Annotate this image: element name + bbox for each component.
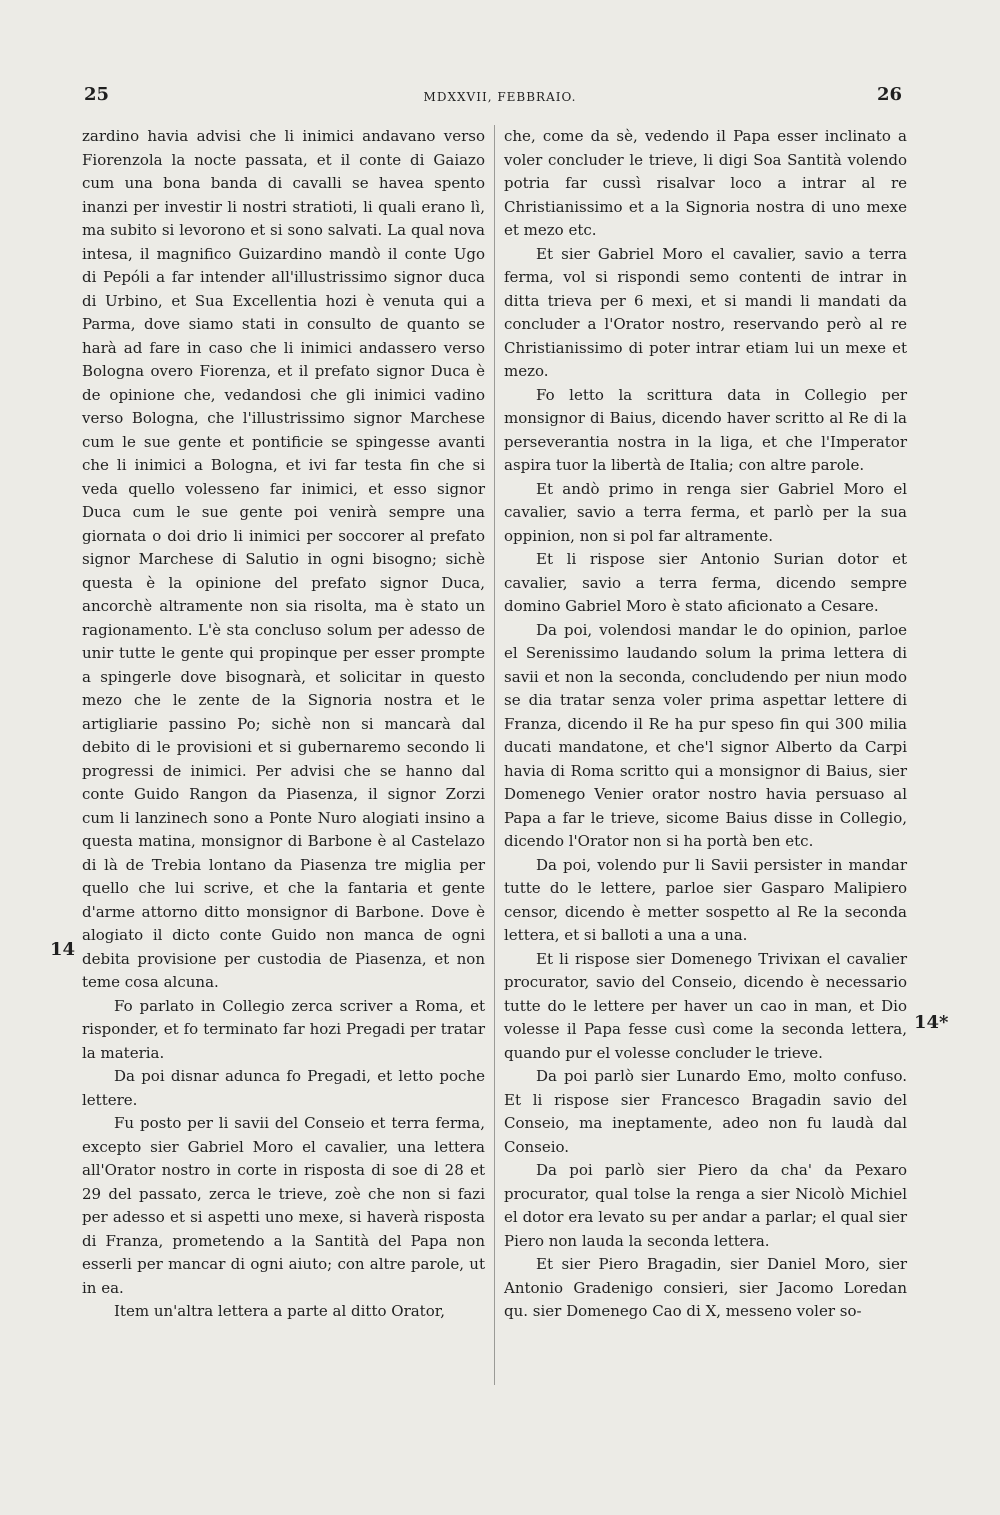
paragraph: Da poi parlò sier Piero da cha' da Pexaro procurator, qual tolse la renga a sier Nicolò Michiel el dotor era levato su per andar a parlar; el qual sier Piero non lauda la seconda lettera.: [504, 1161, 907, 1250]
paragraph: Et sier Gabriel Moro el cavalier, savio a terra ferma, vol si rispondi semo contenti de intrar in ditta trieva per 6 mexi, et si mandi li mandati da concluder a l'Orator nostro, reservando però al re Christianissimo di poter intrar etiam lui un mexe et mezo.: [504, 244, 907, 380]
left-margin-mark: 14: [50, 939, 76, 960]
right-column: [504, 125, 907, 1324]
paragraph: che, come da sè, vedendo il Papa esser inclinato a voler concluder le trieve, li digi Soa Santità volendo potria far cussì risalvar loco a intrar al re Christianissimo et a la Signoria nostra di uno mexe et mezo etc.: [504, 127, 907, 239]
paragraph: Et sier Piero Bragadin, sier Daniel Moro, sier Antonio Gradenigo consieri, sier Jacomo Loredan qu. sier Domenego Cao di X, messeno voler so-: [504, 1255, 907, 1320]
paragraph: Et andò primo in renga sier Gabriel Moro el cavalier, savio a terra ferma, et parlò per la sua oppinion, non si pol far altramente.: [504, 479, 907, 545]
right-margin-mark: 14*: [914, 1012, 949, 1033]
running-title: MDXXVII, FEBBRAIO.: [423, 90, 577, 104]
paragraph: Fo parlato in Collegio zerca scriver a Roma, et risponder, et fo terminato far hozi Pregadi per tratar la materia.: [82, 996, 485, 1062]
right-page-number: 26: [876, 84, 902, 105]
left-column: [82, 125, 485, 1324]
paragraph: Da poi, volendo pur li Savii persister in mandar tutte do le lettere, parloe sier Gasparo Malipiero censor, dicendo è metter sospetto al Re la seconda lettera, et si balloti a una a una.: [504, 855, 907, 944]
paragraph: Fu posto per li savii del Conseio et terra ferma, excepto sier Gabriel Moro el cavalier, una lettera all'Orator nostro in corte in risposta di soe di 28 et 29 del passato, zerca le trieve, zoè che non si fazi per adesso et si aspetti uno mexe, si haverà risposta di Franza, prometendo a la Santità del Papa non esserli per mancar di ogni aiuto; con altre parole, ut in ea.: [82, 1114, 485, 1297]
paragraph: Item un'altra lettera a parte al ditto Orator,: [114, 1302, 446, 1320]
paragraph: zardino havia advisi che li inimici andavano verso Fiorenzola la nocte passata, et il conte di Gaiazo cum una bona banda di cavalli se havea spento inanzi per investir li nostri stratioti, li quali erano lì, ma subito si levorono et si sono salvati. La qual nova intesa, il magnifico Guizardino mandò il conte Ugo di Pepóli a far intender all'illustrissimo signor duca di Urbino, et Sua Excellentia hozi è venuta qui a Parma, dove siamo stati in consulto de quanto se harà ad fare in caso che li inimici andassero verso Bologna overo Fiorenza, et il prefato signor Duca è de opinione che, vedandosi che gli inimici vadino verso Bologna, che l'illustrissimo signor Marchese cum le sue gente et pontificie se spingesse avanti che li inimici a Bologna, et ivi far testa fin che si veda quello volesseno far inimici, et esso signor Duca cum le sue gente poi venirà sempre una giornata o doi drio li inimici per soccorer al prefato signor Marchese di Salutio in ogni bisogno; sichè questa è la opinione del prefato signor Duca, ancorchè altramente non sia risolta, ma è stato un ragionamento. L'è sta concluso solum per adesso de unir tutte le gente qui propinque per esser prompte a spingerle dove bisognarà, et solicitar in questo mezo che le zente de la Signoria nostra et le artigliarie passino Po; sichè non si mancarà dal debito di le provisioni et si gubernaremo secondo li progressi de inimici. Per advisi che se hanno dal conte Guido Rangon da Piasenza, il signor Zorzi cum li lanzinech sono a Ponte Nuro alogiati insino a questa matina, monsignor di Barbone è al Castelazo di là de Trebia lontano da Piasenza tre miglia per quello che lui scrive, et che la fantaria et gente d'arme attorno ditto monsignor di Barbone. Dove è alogiato il dicto conte Guido non manca de ogni debita provisione per custodia de Piasenza, et non teme cosa alcuna.: [82, 127, 485, 991]
paragraph: Fo letto la scrittura data in Collegio per monsignor di Baius, dicendo haver scritto al Re di la perseverantia nostra in la liga, et che l'Imperator aspira tuor la libertà de Italia; con altre parole.: [504, 385, 907, 474]
paragraph: Da poi disnar adunca fo Pregadi, et letto poche lettere.: [82, 1067, 485, 1109]
paragraph: Da poi, volendosi mandar le do opinion, parloe el Serenissimo laudando solum la prima lettera di savii et non la seconda, concludendo per niun modo se dia tratar senza voler prima aspettar lettere di Franza, dicendo il Re ha pur speso fin qui 300 milia ducati mandatone, et che'l signor Alberto da Carpi havia di Roma scritto qui a monsignor di Baius, sier Domenego Venier orator nostro havia persuaso al Papa a far le trieve, sicome Baius disse in Collegio, dicendo l'Orator non si ha portà ben etc.: [504, 620, 907, 850]
paragraph: Et li rispose sier Antonio Surian dotor et cavalier, savio a terra ferma, dicendo sempre domino Gabriel Moro è stato aficionato a Cesare.: [504, 550, 907, 615]
paragraph: Da poi parlò sier Lunardo Emo, molto confuso. Et li rispose sier Francesco Bragadin savio del Conseio, ma ineptamente, adeo non fu laudà dal Conseio.: [504, 1067, 907, 1156]
paragraph: Et li rispose sier Domenego Trivixan el cavalier procurator, savio del Conseio, dicendo è necessario tutte do le lettere per haver un cao in man, et Dio volesse il Papa fesse cusì come la seconda lettera, quando pur el volesse concluder le trieve.: [504, 949, 907, 1062]
column-divider: [494, 125, 495, 1385]
left-page-number: 25: [84, 84, 110, 105]
